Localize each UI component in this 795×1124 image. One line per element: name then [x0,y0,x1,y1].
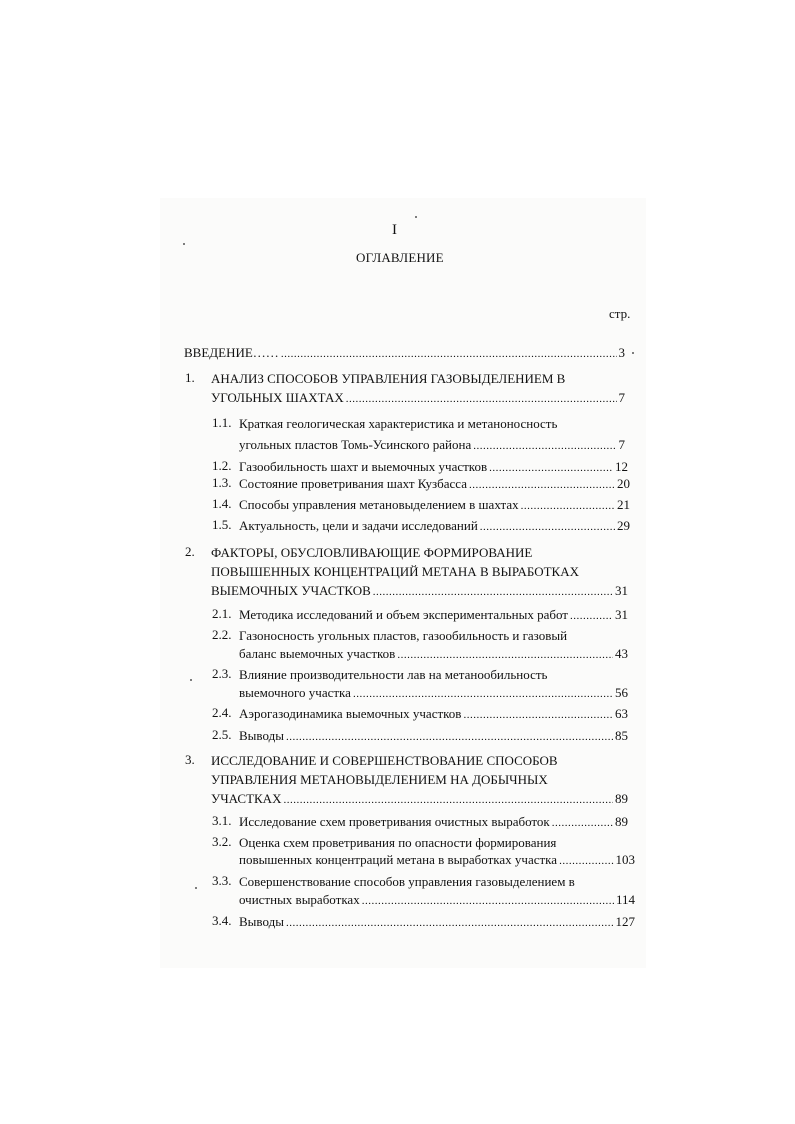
scan-speck [190,679,192,681]
scan-speck [632,352,634,354]
leader-dots [283,792,613,809]
toc-entry-2-5[interactable] [239,727,628,744]
section-number: 2.2. [212,627,232,642]
leader-dots [473,438,616,455]
section-title-line: очистных выработках [239,892,360,907]
chapter-title-line: УГОЛЬНЫХ ШАХТАХ [211,390,344,405]
section-number: 3.2. [212,834,232,849]
toc-page-number: 21 [617,497,630,512]
chapter-title-line: ИССЛЕДОВАНИЕ И СОВЕРШЕНСТВОВАНИЕ СПОСОБОВ [211,753,558,768]
leader-dots [480,519,615,536]
chapter-title-line: АНАЛИЗ СПОСОБОВ УПРАВЛЕНИЯ ГАЗОВЫДЕЛЕНИЕМ В [211,371,566,386]
section-number: 1.1. [212,415,232,430]
toc-entry-3-3[interactable] [239,891,635,908]
section-number: 1.2. [212,458,232,473]
toc-entry-chapter-1[interactable] [211,389,625,406]
section-number: 3.3. [212,873,232,888]
section-number: 2.3. [212,666,232,681]
toc-entry-2-1[interactable] [239,606,628,623]
chapter-title-line: ПОВЫШЕННЫХ КОНЦЕНТРАЦИЙ МЕТАНА В ВЫРАБОТКАХ [211,564,579,579]
leader-dots [521,498,615,515]
chapter-title-line: УЧАСТКАХ [211,791,282,806]
toc-page-number: 63 [615,706,628,721]
toc-entry-3-2[interactable] [239,851,635,868]
page-column-label: стр. [609,306,631,321]
chapter-number: 3. [185,752,195,767]
section-title-line: Актуальность, цели и задачи исследований [239,518,478,533]
toc-page-number: 7 [618,390,625,405]
toc-page-number: 31 [615,607,628,622]
toc-entry-1-3[interactable] [239,475,630,492]
section-title-line: Газообильность шахт и выемочных участков [239,459,488,474]
leader-dots [463,707,613,724]
section-title-line: повышенных концентраций метана в выработках участка [239,852,558,867]
toc-entry-1-5[interactable] [239,517,630,534]
section-title-line: Влияние производительности лав на метанообильность [239,667,548,682]
toc-page-number: 12 [615,459,628,474]
section-title-line: Оценка схем проветривания по опасности формирования [239,835,557,850]
leader-dots [559,853,613,870]
section-number: 3.1. [212,813,232,828]
leader-dots [281,346,617,363]
chapter-title-line: ФАКТОРЫ, ОБУСЛОВЛИВАЮЩИЕ ФОРМИРОВАНИЕ [211,545,533,560]
toc-page-number: 43 [615,646,628,661]
toc-entry-2-3[interactable] [239,684,628,701]
section-title-line: Выводы [239,914,284,929]
section-number: 1.4. [212,496,232,511]
section-title-line: выемочного участка [239,685,351,700]
toc-entry-2-4[interactable] [239,705,628,722]
leader-dots [362,893,614,910]
leader-dots [286,729,613,746]
leader-dots [397,647,613,664]
section-title-line: угольных пластов Томь-Усинского района [239,437,472,452]
toc-page-number: 20 [617,476,630,491]
scan-speck [415,216,417,218]
toc-entry-intro[interactable] [184,344,625,361]
leader-dots [373,584,613,601]
leader-dots [469,477,615,494]
section-title-line: Исследование схем проветривания очистных выработок [239,814,550,829]
section-title-line: Краткая геологическая характеристика и метаноносность [239,416,558,431]
section-title-line: Выводы [239,728,284,743]
section-number: 2.5. [212,727,232,742]
chapter-title-line: УПРАВЛЕНИЯ МЕТАНОВЫДЕЛЕНИЕМ НА ДОБЫЧНЫХ [211,772,548,787]
toc-page-number: 7 [618,437,625,452]
leader-dots [353,686,613,703]
toc-page-number: 103 [615,852,635,867]
toc-entry-chapter-2[interactable] [211,582,628,599]
section-title-line: Аэрогазодинамика выемочных участков [239,706,462,721]
section-title-line: Методика исследований и объем экспериментальных работ [239,607,568,622]
toc-entry-1-2[interactable] [239,458,628,475]
toc-title: ОГЛАВЛЕНИЕ [356,250,444,265]
toc-page-number: 3 [618,345,625,360]
section-number: 2.4. [212,705,232,720]
toc-entry-chapter-3[interactable] [211,790,628,807]
scan-speck [195,887,197,889]
chapter-title-line: ВЫЕМОЧНЫХ УЧАСТКОВ [211,583,371,598]
toc-page-number: 127 [615,914,635,929]
section-title-line: Способы управления метановыделением в шахтах [239,497,519,512]
section-title-line: Совершенствование способов управления газовыделением в [239,874,575,889]
leader-dots [346,391,617,408]
toc-entry-1-4[interactable] [239,496,630,513]
toc-page-number: 89 [615,814,628,829]
toc-entry-label: ВВЕДЕНИЕ…… [184,345,279,360]
leader-dots [552,815,613,832]
section-number: 3.4. [212,913,232,928]
section-title-line: баланс выемочных участков [239,646,396,661]
toc-page-number: 31 [615,583,628,598]
toc-page-number: 114 [615,892,635,907]
scan-speck [183,243,185,245]
toc-entry-1-1[interactable] [239,436,625,453]
section-number: 1.3. [212,475,232,490]
toc-page-number: 29 [617,518,630,533]
page-marker: I [392,222,397,238]
section-title-line: Состояние проветривания шахт Кузбасса [239,476,467,491]
chapter-number: 1. [185,370,195,385]
toc-entry-3-1[interactable] [239,813,628,830]
toc-page-number: 56 [615,685,628,700]
chapter-number: 2. [185,544,195,559]
toc-page-number: 85 [615,728,628,743]
leader-dots [286,915,614,932]
toc-entry-3-4[interactable] [239,913,635,930]
leader-dots [570,608,613,625]
section-title-line: Газоносность угольных пластов, газообильность и газовый [239,628,568,643]
section-number: 2.1. [212,606,232,621]
section-number: 1.5. [212,517,232,532]
toc-entry-2-2[interactable] [239,645,628,662]
toc-page-number: 89 [615,791,628,806]
